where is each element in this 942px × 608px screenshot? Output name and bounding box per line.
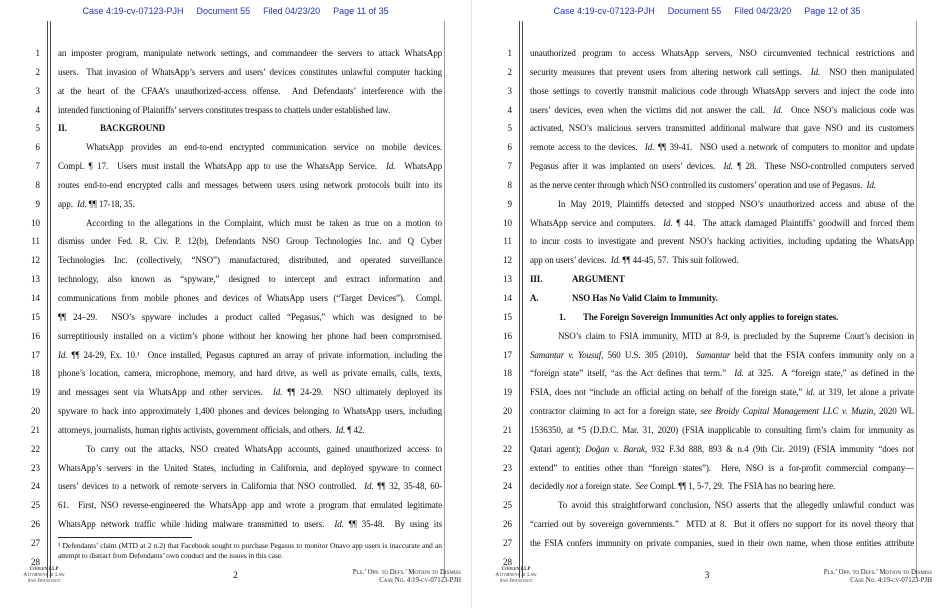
pleading-double-rule	[519, 21, 523, 578]
body-line: WhatsApp network traffic while hiding malware transmitted to users. Id. ¶¶ 35-48. By using its	[58, 519, 442, 530]
heading-number: A.	[530, 292, 539, 303]
firm-line2: Attorneys at Law	[23, 573, 65, 578]
line-number: 24	[503, 481, 512, 492]
line-number: 7	[35, 161, 40, 172]
body-line: spyware to hack into approximately 1,400 phones and devices belonging to WhatsApp users, including	[58, 406, 442, 417]
line-number: 19	[503, 387, 512, 398]
line-number: 11	[31, 236, 40, 247]
line-number: 10	[31, 217, 40, 228]
body-line: security measures that prevent users from altering network call settings. Id. NSO then manipulated	[530, 66, 914, 77]
body-line: Qatari agent); Doğan v. Barak, 932 F.3d 888, 893 & n.4 (9th Cir. 2019) (FSIA immunity “does not	[530, 443, 914, 454]
body-line: WhatsApp service and computers. Id. ¶ 44. The attack damaged Plaintiffs’ goodwill and forced them	[530, 217, 914, 228]
line-number: 12	[503, 255, 512, 266]
body-line: at the heart of the CFAA’s unauthorized-access offense. And Defendants’ interference with the	[58, 85, 442, 96]
line-number: 24	[31, 481, 40, 492]
heading-number: 1.	[559, 311, 566, 322]
body-line: To avoid this straightforward conclusion, NSO asserts that the allegedly unlawful conduct was	[558, 500, 914, 511]
line-number: 14	[31, 292, 40, 303]
line-number: 14	[503, 292, 512, 303]
body-line: In May 2019, Plaintiffs detected and stopped NSO’s unauthorized access and abuse of the	[558, 198, 914, 209]
body-line: ¶¶ 24–29. NSO’s spyware includes a product called “Pegasus,” which was designed to be	[58, 311, 442, 322]
line-number: 21	[31, 424, 40, 435]
body-line: routes end-to-end encrypted calls and messages between users using network protocols built into its	[58, 179, 442, 190]
line-number: 3	[507, 85, 512, 96]
firm-name: Cooley LLP	[501, 567, 531, 572]
filed-date: Filed 04/23/20	[734, 6, 792, 16]
heading-line: 1. The Foreign Sovereign Immunities Act only applies to foreign states.	[559, 308, 914, 327]
line-number: 6	[507, 142, 512, 153]
body-line: Technologies Inc. (collectively, “NSO”) manufactured, distributed, and operated surveillance	[58, 255, 442, 266]
line-number: 27	[503, 537, 512, 548]
line-number: 15	[503, 311, 512, 322]
body-line: attorneys, journalists, human rights activists, government officials, and others. Id. ¶ 42.	[58, 424, 365, 435]
body-line: communications from mobile phones and devices of WhatsApp users (“Target Devices”). Compl.	[58, 292, 442, 303]
line-number: 1	[507, 48, 512, 58]
body-text-column	[58, 44, 442, 572]
line-number: 28	[503, 556, 512, 567]
line-number: 18	[503, 368, 512, 379]
line-number: 11	[503, 236, 512, 247]
line-number: 3	[35, 85, 40, 96]
body-line: surreptitiously installed on a victim’s phone without her knowing her phone had been compromised.	[58, 330, 442, 341]
line-number: 23	[31, 462, 40, 473]
body-line: activated, NSO’s malicious servers transmitted additional malware that gave NSO and its customers	[530, 123, 914, 134]
body-line: an imposter program, manipulate network settings, and commandeer the servers to attack WhatsApp	[58, 48, 442, 58]
body-line: “carried out by sovereign governments.” MTD at 8. But it offers no support for its novel theory that	[530, 519, 914, 530]
firm-line3: San Francisco	[27, 579, 61, 584]
page-number: 3	[704, 571, 710, 581]
line-number: 25	[503, 500, 512, 511]
page-of: Page 12 of 35	[804, 6, 861, 16]
heading-line: A. NSO Has No Valid Claim to Immunity.	[530, 289, 914, 308]
body-line: app on users’ devices. Id. ¶¶ 44-45, 57. This suit followed.	[530, 255, 739, 266]
case-stamp-header	[0, 6, 471, 16]
body-line: “foreign state” itself, “as the Act defines that term.” Id. at 325. A “foreign state,” as defined in the	[530, 368, 914, 379]
body-line: extend” to entities other than “foreign states”). Here, NSO is a for-profit commercial company—	[530, 462, 914, 473]
line-number: 18	[31, 368, 40, 379]
line-number: 16	[503, 330, 512, 341]
line-number: 5	[35, 123, 40, 134]
line-number: 20	[31, 406, 40, 417]
line-number: 17	[31, 349, 40, 360]
heading-number: III.	[530, 274, 543, 285]
case-stamp-header	[472, 6, 942, 16]
body-line: app. Id. ¶¶ 17-18, 35.	[58, 198, 135, 209]
footer-document-title	[824, 569, 932, 586]
body-line: dismiss under Fed. R. Civ. P. 12(b), Defendants NSO Group Technologies Inc. and Q Cyber	[58, 236, 442, 247]
body-line: users. That invasion of WhatsApp’s servers and users’ devices constitutes unlawful computer hacking	[58, 66, 442, 77]
line-number: 4	[507, 104, 512, 115]
case-number: Case 4:19-cv-07123-PJH	[553, 6, 655, 16]
line-number: 23	[503, 462, 512, 473]
pleading-right-rule	[916, 21, 917, 578]
document-number: Document 55	[196, 6, 251, 16]
line-number: 22	[503, 443, 512, 454]
body-line: NSO’s claim to FSIA immunity, MTD at 8-9, is precluded by the Supreme Court’s decision in	[558, 330, 914, 341]
body-line: phone’s location, camera, microphone, memory, and hard drive, as well as private emails, calls, texts,	[58, 368, 442, 379]
pleading-right-rule	[444, 21, 445, 578]
body-line: the FSIA confers immunity on private companies, sued in their own name, when those entities attribute	[530, 537, 914, 548]
line-number: 2	[507, 66, 512, 77]
line-number: 26	[503, 519, 512, 530]
body-line: users’ devices, even when the victims did not answer the call. Id. Once NSO’s malicious code was	[530, 104, 914, 115]
body-text-column	[530, 44, 914, 572]
line-number: 2	[35, 66, 40, 77]
line-number: 6	[35, 142, 40, 153]
document-number: Document 55	[667, 6, 722, 16]
line-number: 19	[31, 387, 40, 398]
page-number: 2	[233, 571, 238, 581]
line-number: 28	[31, 556, 40, 567]
firm-name: Cooley LLP	[29, 567, 59, 572]
line-number: 16	[31, 330, 40, 341]
line-number: 22	[31, 443, 40, 454]
body-line: as the nerve center through which NSO controlled its customers’ operation and use of Pegasus. Id.	[530, 179, 876, 190]
footer-document-title	[353, 569, 461, 586]
line-number: 26	[31, 519, 40, 530]
case-number: Case 4:19-cv-07123-PJH	[82, 6, 184, 16]
body-line: technology, also known as “spyware,” designed to intercept and extract information and	[58, 274, 442, 285]
body-line: Samantar v. Yousuf, 560 U.S. 305 (2010). Samantar held that the FSIA confers immunity only on a	[530, 349, 914, 360]
line-number: 9	[507, 198, 512, 209]
line-number: 5	[507, 123, 512, 134]
line-number: 27	[31, 537, 40, 548]
line-number: 10	[503, 217, 512, 228]
body-line: WhatsApp provides an end-to-end encrypted communication service on mobile devices.	[86, 142, 442, 153]
line-number: 25	[31, 500, 40, 511]
footnote-text: ¹ Defendants’ claim (MTD at 2 n.2) that Facebook sought to purchase Pegasus to monitor Onavo app users is inaccurate and an attempt to distract from Defendants’ own conduct and the issues in this case.	[58, 541, 442, 560]
footer-case-line: Case No. 4:19-cv-07123-PJH	[379, 577, 461, 585]
body-line: According to the allegations in the Complaint, which must be taken as true on a motion to	[86, 217, 442, 228]
body-line: contractor claiming to act for a foreign state, see Broidy Capital Management LLC v. Muzin, 2020 WL	[530, 406, 914, 417]
firm-line3: San Francisco	[499, 579, 533, 584]
body-line: those settings to covertly transmit malicious code through WhatsApp servers and inject the code into	[530, 85, 914, 96]
footer-title-line: Pls.’ Opp. to Defs.’ Motion to Dismiss	[352, 569, 461, 576]
body-line: 61. First, NSO reverse-engineered the WhatsApp app and wrote a program that emulated legitimate	[58, 500, 442, 511]
body-line: remote access to the devices. Id. ¶¶ 39-41. NSO used a network of computers to monitor and update	[530, 142, 914, 153]
body-line: intended functioning of Plaintiffs’ servers constitutes trespass to chattels under established law.	[58, 104, 391, 115]
page-of: Page 11 of 35	[333, 6, 389, 16]
line-number: 13	[31, 274, 40, 285]
body-line: To carry out the attacks, NSO created WhatsApp accounts, gained unauthorized access to	[86, 443, 442, 454]
line-number: 13	[503, 274, 512, 285]
line-number: 20	[503, 406, 512, 417]
body-line: WhatsApp’s servers in the United States, including in California, and deployed spyware to connect	[58, 462, 442, 473]
body-line: Compl. ¶ 17. Users must install the WhatsApp app to use the WhatsApp Service. Id. WhatsApp	[58, 161, 442, 172]
line-number: 7	[507, 161, 512, 172]
line-number: 15	[31, 311, 40, 322]
filed-date: Filed 04/23/20	[263, 6, 321, 16]
footnote-separator	[58, 537, 192, 538]
line-number: 12	[31, 255, 40, 266]
footer-case-line: Case No. 4:19-cv-07123-PJH	[850, 577, 932, 585]
body-line: Pegasus after it was implanted on users’ devices. Id. ¶ 28. These NSO-controlled computers served	[530, 161, 914, 172]
line-number-column	[492, 44, 512, 572]
line-number-column	[20, 44, 40, 572]
heading-number: II.	[58, 123, 67, 134]
line-number: 1	[35, 48, 40, 58]
line-number: 17	[503, 349, 512, 360]
body-line: Id. ¶¶ 24-29, Ex. 10.¹ Once installed, Pegasus captured an array of private information, including the	[58, 349, 442, 360]
pleading-double-rule	[47, 21, 51, 578]
document-page-12	[471, 0, 942, 608]
line-number: 8	[507, 179, 512, 190]
firm-line2: Attorneys at Law	[495, 573, 537, 578]
line-number: 21	[503, 424, 512, 435]
line-number: 9	[35, 198, 40, 209]
line-number: 8	[35, 179, 40, 190]
body-line: FSIA, does not “include an official acting on behalf of the foreign state,” id. at 319, let alone a private	[530, 387, 914, 398]
body-line: unauthorized program to access WhatsApp servers, NSO circumvented technical restrictions and	[530, 48, 914, 58]
body-line: and messages sent via WhatsApp and other services. Id. ¶¶ 24-29. NSO ultimately deployed its	[58, 387, 442, 398]
heading-line: II. BACKGROUND	[58, 119, 442, 138]
line-number: 4	[35, 104, 40, 115]
body-line: 1536350, at *5 (D.D.C. Mar. 31, 2020) (FSIA inapplicable to consulting firm’s claim for immunity as	[530, 424, 914, 435]
heading-line: III. ARGUMENT	[530, 270, 914, 289]
footer-title-line: Pls.’ Opp. to Defs.’ Motion to Dismiss	[823, 569, 932, 576]
body-line: users’ devices to a network of remote servers in California that NSO controlled. Id. ¶¶ 32, 35-48, 60-	[58, 481, 442, 492]
body-line: to incur costs to investigate and prevent NSO’s hacking activities, including updating the WhatsApp	[530, 236, 914, 247]
body-line: decidedly not a foreign state. See Compl. ¶¶ 1, 5-7, 29. The FSIA has no bearing here.	[530, 481, 836, 492]
